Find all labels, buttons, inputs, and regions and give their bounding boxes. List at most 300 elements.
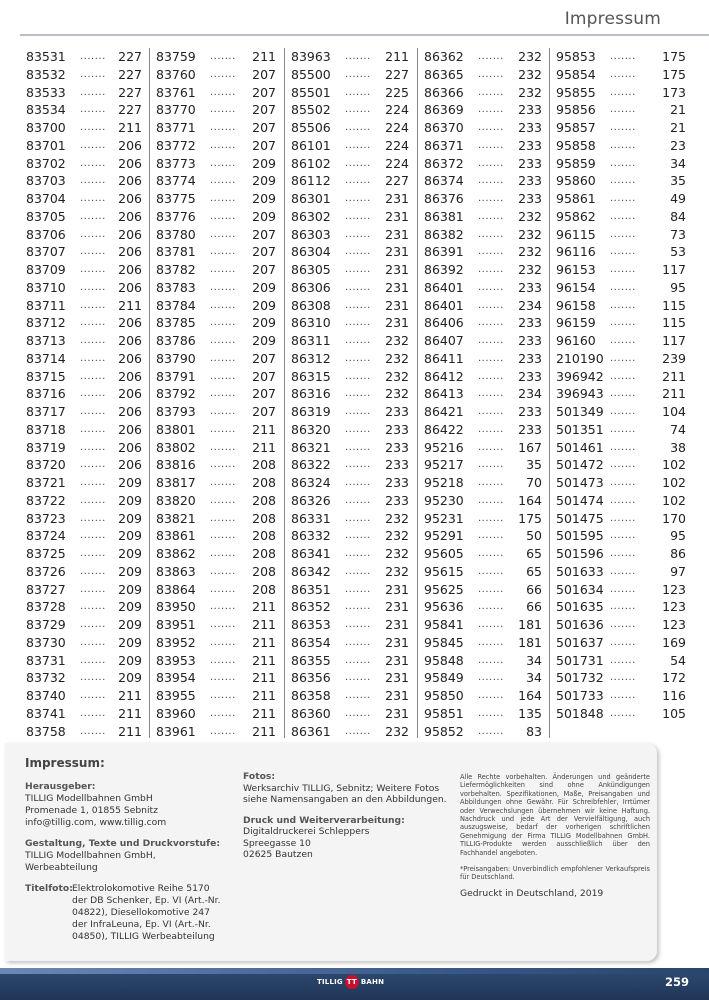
- page-reference: 65: [526, 563, 542, 579]
- article-number: 83861: [156, 528, 196, 544]
- dot-leader: .......: [610, 583, 636, 595]
- titelfoto-line: 04822), Diesellokomotive 247: [72, 907, 210, 918]
- article-number: 83785: [156, 315, 196, 331]
- page-reference: 227: [118, 102, 142, 118]
- dot-leader: .......: [210, 654, 236, 666]
- index-row: [152, 634, 282, 652]
- dot-leader: .......: [478, 619, 504, 630]
- article-number: 501461: [556, 439, 604, 455]
- dot-leader: .......: [610, 175, 636, 187]
- article-number: 83817: [156, 475, 196, 490]
- page-reference: 211: [118, 705, 142, 721]
- index-row: [152, 563, 282, 581]
- page-reference: 224: [385, 155, 409, 171]
- index-row: [420, 634, 548, 652]
- index-row: [552, 226, 692, 244]
- dot-leader: .......: [80, 228, 106, 240]
- dot-leader: .......: [610, 619, 636, 630]
- dot-leader: .......: [478, 317, 504, 329]
- article-number: 83534: [26, 102, 66, 118]
- article-number: 83701: [26, 137, 66, 153]
- dot-leader: .......: [610, 299, 636, 311]
- page-reference: 231: [385, 208, 409, 224]
- article-number: 86326: [291, 492, 331, 508]
- index-row: [22, 669, 148, 687]
- page-reference: 53: [670, 244, 686, 260]
- article-number: 396942: [556, 368, 604, 384]
- page-reference: 208: [252, 492, 276, 508]
- dot-leader: .......: [610, 104, 636, 116]
- article-number: 95849: [424, 670, 464, 686]
- article-number: 83783: [156, 279, 196, 295]
- index-row: [287, 563, 415, 581]
- index-row: [420, 48, 548, 66]
- page-reference: 233: [518, 333, 542, 348]
- dot-leader: .......: [80, 139, 106, 151]
- page-reference: 211: [252, 670, 276, 686]
- article-number: 95853: [556, 49, 596, 64]
- index-row: [552, 66, 692, 84]
- dot-leader: .......: [210, 122, 236, 133]
- page-reference: 95: [670, 528, 686, 544]
- index-row: [152, 48, 282, 66]
- article-number: 83955: [156, 688, 196, 703]
- index-row: [22, 137, 148, 155]
- page-reference: 74: [670, 421, 686, 437]
- index-row: [287, 634, 415, 652]
- dot-leader: .......: [478, 193, 504, 204]
- index-row: [152, 332, 282, 350]
- article-number: 396943: [556, 386, 604, 402]
- article-number: 83775: [156, 191, 196, 206]
- article-number: 95216: [424, 439, 464, 455]
- page-reference: 227: [385, 173, 409, 189]
- dot-leader: .......: [345, 725, 371, 737]
- article-number: 83741: [26, 705, 66, 721]
- index-row: [552, 297, 692, 315]
- page-reference: 209: [252, 173, 276, 189]
- dot-leader: .......: [210, 157, 236, 169]
- index-row: [420, 226, 548, 244]
- page-reference: 206: [118, 208, 142, 224]
- dot-leader: .......: [80, 441, 106, 453]
- header-divider: [20, 34, 709, 36]
- article-number: 86372: [424, 155, 464, 171]
- page-reference: 231: [385, 652, 409, 668]
- page-reference: 116: [662, 688, 686, 703]
- dot-leader: .......: [345, 530, 371, 542]
- dot-leader: .......: [478, 423, 504, 435]
- index-row: [152, 279, 282, 297]
- design-line: Werbeabteilung: [25, 862, 98, 873]
- dot-leader: .......: [478, 601, 504, 613]
- page-reference: 209: [252, 191, 276, 206]
- dot-leader: .......: [80, 406, 106, 417]
- page-reference: 207: [252, 137, 276, 153]
- index-row: [552, 350, 692, 368]
- page-reference: 206: [118, 279, 142, 295]
- article-number: 86101: [291, 137, 331, 153]
- dot-leader: .......: [210, 264, 236, 275]
- dot-leader: .......: [610, 423, 636, 435]
- dot-leader: .......: [610, 86, 636, 98]
- index-row: [420, 563, 548, 581]
- publisher-line: Promenade 1, 01855 Sebnitz: [25, 805, 158, 816]
- index-row: [22, 474, 148, 492]
- dot-leader: .......: [610, 122, 636, 133]
- dot-leader: .......: [80, 246, 106, 258]
- page-reference: 35: [526, 457, 542, 473]
- article-number: 83774: [156, 173, 196, 189]
- index-row: [420, 385, 548, 403]
- article-number: 85502: [291, 102, 331, 118]
- article-number: 83731: [26, 652, 66, 668]
- index-row: [287, 190, 415, 208]
- article-number: 86303: [291, 226, 331, 242]
- article-number: 86302: [291, 208, 331, 224]
- dot-leader: .......: [210, 672, 236, 684]
- photos-line: Werksarchiv TILLIG, Sebnitz; Weitere Fotos: [243, 782, 440, 794]
- dot-leader: .......: [80, 548, 106, 559]
- page-reference: 208: [252, 475, 276, 490]
- page-reference: 207: [252, 350, 276, 366]
- index-row: [420, 669, 548, 687]
- page-reference: 233: [385, 404, 409, 419]
- article-number: 83700: [26, 120, 66, 135]
- article-number: 86381: [424, 208, 464, 224]
- dot-leader: .......: [210, 86, 236, 98]
- dot-leader: .......: [80, 423, 106, 435]
- legal-text: Alle Rechte vorbehalten. Änderungen und geänderte Liefermöglichkeiten sind ohne Ankündigungen vorbehalten. Spezifikationen, Maße, Preisangaben und Abbildungen ohne Gewähr. Für Schreibfehler, Irrtümer oder Verwechslungen übernehmen wir keine Haftung. Nachdruck und jede Art der Vervielfältigung, auch auszugsweise, bedarf der vorherigen schriftlichen Genehmigung der Firma TILLIG Modellbahnen GmbH. TILLIG-Produkte werden ausschließlich über den Fachhandel angeboten.: [460, 773, 650, 857]
- article-number: 86376: [424, 191, 464, 206]
- index-column: [152, 48, 282, 738]
- article-number: 86422: [424, 421, 464, 437]
- index-row: [552, 439, 692, 457]
- page-reference: 233: [518, 404, 542, 419]
- article-number: 86392: [424, 262, 464, 277]
- article-number: 86382: [424, 226, 464, 242]
- article-number: 501636: [556, 617, 604, 632]
- dot-leader: .......: [80, 530, 106, 542]
- dot-leader: .......: [345, 317, 371, 329]
- index-row: [552, 652, 692, 670]
- page-reference: 206: [118, 368, 142, 384]
- page-reference: 231: [385, 670, 409, 686]
- article-number: 83718: [26, 421, 66, 437]
- dot-leader: .......: [478, 352, 504, 364]
- article-number: 83961: [156, 723, 196, 739]
- index-row: [152, 669, 282, 687]
- page-reference: 227: [118, 49, 142, 64]
- dot-leader: .......: [478, 210, 504, 222]
- dot-leader: .......: [80, 601, 106, 613]
- article-index: [22, 48, 692, 743]
- dot-leader: .......: [478, 654, 504, 666]
- article-number: 85506: [291, 120, 331, 135]
- article-number: 86332: [291, 528, 331, 544]
- index-row: [22, 439, 148, 457]
- article-number: 83730: [26, 634, 66, 650]
- article-number: 86352: [291, 599, 331, 615]
- page-reference: 172: [662, 670, 686, 686]
- index-row: [287, 687, 415, 705]
- dot-leader: .......: [210, 707, 236, 719]
- titelfoto-label: Titelfoto:: [25, 883, 73, 894]
- dot-leader: .......: [210, 601, 236, 613]
- page-reference: 233: [518, 279, 542, 295]
- index-row: [287, 652, 415, 670]
- index-row: [420, 314, 548, 332]
- article-number: 86411: [424, 350, 464, 366]
- page-reference: 232: [385, 368, 409, 384]
- page-reference: 233: [518, 120, 542, 135]
- article-number: 83820: [156, 492, 196, 508]
- dot-leader: .......: [478, 494, 504, 506]
- index-row: [22, 456, 148, 474]
- index-row: [287, 510, 415, 528]
- article-number: 86354: [291, 634, 331, 650]
- page-reference: 135: [518, 705, 542, 721]
- dot-leader: .......: [478, 672, 504, 684]
- index-row: [420, 616, 548, 634]
- dot-leader: .......: [610, 157, 636, 169]
- dot-leader: .......: [345, 175, 371, 187]
- page-reference: 233: [518, 368, 542, 384]
- dot-leader: .......: [610, 388, 636, 400]
- article-number: 83726: [26, 563, 66, 579]
- page-reference: 169: [662, 634, 686, 650]
- page-reference: 21: [670, 120, 686, 135]
- dot-leader: .......: [345, 690, 371, 701]
- article-number: 83709: [26, 262, 66, 277]
- dot-leader: .......: [478, 104, 504, 116]
- index-row: [287, 439, 415, 457]
- index-row: [152, 297, 282, 315]
- impressum-title: Impressum:: [25, 756, 105, 770]
- dot-leader: .......: [210, 406, 236, 417]
- article-number: 95217: [424, 457, 464, 473]
- page-reference: 84: [670, 208, 686, 224]
- index-row: [420, 456, 548, 474]
- article-number: 83772: [156, 137, 196, 153]
- page-reference: 231: [385, 705, 409, 721]
- index-row: [420, 492, 548, 510]
- article-number: 83791: [156, 368, 196, 384]
- page-reference: 231: [385, 262, 409, 277]
- index-row: [287, 616, 415, 634]
- index-row: [287, 172, 415, 190]
- article-number: 86366: [424, 84, 464, 100]
- page-reference: 206: [118, 226, 142, 242]
- index-row: [287, 226, 415, 244]
- article-number: 501475: [556, 510, 604, 526]
- column-separator: [417, 48, 418, 738]
- dot-leader: .......: [610, 690, 636, 701]
- article-number: 86355: [291, 652, 331, 668]
- page-reference: 231: [385, 191, 409, 206]
- page-reference: 123: [662, 599, 686, 615]
- article-number: 83716: [26, 386, 66, 402]
- dot-leader: .......: [210, 477, 236, 488]
- dot-leader: .......: [210, 583, 236, 595]
- article-number: 83786: [156, 333, 196, 348]
- titelfoto-line: der DB Schenker, Ep. VI (Art.-Nr.: [72, 895, 221, 906]
- index-row: [552, 705, 692, 723]
- page-reference: 211: [252, 705, 276, 721]
- page-reference: 231: [385, 226, 409, 242]
- index-row: [420, 297, 548, 315]
- page-reference: 35: [670, 173, 686, 189]
- page-reference: 117: [662, 333, 686, 348]
- dot-leader: .......: [345, 370, 371, 382]
- article-number: 83724: [26, 528, 66, 544]
- page-reference: 234: [518, 297, 542, 313]
- article-number: 86316: [291, 386, 331, 402]
- index-row: [287, 368, 415, 386]
- dot-leader: .......: [210, 619, 236, 630]
- article-number: 95845: [424, 634, 464, 650]
- page-reference: 232: [518, 49, 542, 64]
- page-reference: 227: [118, 84, 142, 100]
- index-row: [552, 119, 692, 137]
- article-number: 83863: [156, 563, 196, 579]
- page-reference: 115: [662, 315, 686, 331]
- page-header: [0, 0, 709, 34]
- article-number: 83713: [26, 333, 66, 348]
- page-reference: 211: [252, 634, 276, 650]
- index-row: [552, 545, 692, 563]
- article-number: 86413: [424, 386, 464, 402]
- page-reference: 206: [118, 262, 142, 277]
- article-number: 95852: [424, 723, 464, 739]
- page-reference: 115: [662, 297, 686, 313]
- article-number: 95230: [424, 492, 464, 508]
- dot-leader: .......: [210, 494, 236, 506]
- page-reference: 211: [118, 297, 142, 313]
- article-number: 86304: [291, 244, 331, 260]
- dot-leader: .......: [210, 459, 236, 471]
- article-number: 96153: [556, 262, 596, 277]
- article-number: 83761: [156, 84, 196, 100]
- dot-leader: .......: [80, 299, 106, 311]
- article-number: 86407: [424, 333, 464, 348]
- page-reference: 233: [518, 191, 542, 206]
- page-reference: 209: [118, 581, 142, 597]
- article-number: 83728: [26, 599, 66, 615]
- dot-leader: .......: [478, 707, 504, 719]
- dot-leader: .......: [345, 193, 371, 204]
- dot-leader: .......: [210, 530, 236, 542]
- article-number: 95857: [556, 120, 596, 135]
- dot-leader: .......: [210, 725, 236, 737]
- page-reference: 211: [252, 599, 276, 615]
- page-reference: 206: [118, 404, 142, 419]
- page-reference: 206: [118, 439, 142, 455]
- impressum-column-1: [25, 757, 230, 943]
- index-row: [152, 84, 282, 102]
- index-row: [552, 510, 692, 528]
- dot-leader: .......: [210, 68, 236, 80]
- dot-leader: .......: [610, 441, 636, 453]
- dot-leader: .......: [610, 264, 636, 275]
- page-reference: 208: [252, 563, 276, 579]
- dot-leader: .......: [478, 68, 504, 80]
- article-number: 86371: [424, 137, 464, 153]
- index-row: [287, 385, 415, 403]
- article-number: 83816: [156, 457, 196, 473]
- page-reference: 209: [118, 546, 142, 561]
- dot-leader: .......: [345, 672, 371, 684]
- page-reference: 232: [518, 84, 542, 100]
- dot-leader: .......: [80, 654, 106, 666]
- dot-leader: .......: [80, 512, 106, 524]
- page-reference: 209: [118, 599, 142, 615]
- page-reference: 232: [385, 386, 409, 402]
- index-row: [552, 456, 692, 474]
- page-reference: 233: [518, 137, 542, 153]
- index-row: [420, 474, 548, 492]
- page-reference: 209: [118, 634, 142, 650]
- article-number: 83963: [291, 49, 331, 64]
- dot-leader: .......: [345, 86, 371, 98]
- dot-leader: .......: [210, 690, 236, 701]
- dot-leader: .......: [345, 423, 371, 435]
- dot-leader: .......: [478, 246, 504, 258]
- photos-line: siehe Namensangaben an den Abbildungen.: [243, 794, 447, 805]
- index-row: [287, 332, 415, 350]
- index-row: [287, 84, 415, 102]
- page-reference: 209: [118, 492, 142, 508]
- dot-leader: .......: [80, 122, 106, 133]
- print-line: Spreegasse 10: [243, 837, 311, 849]
- article-number: 86358: [291, 688, 331, 703]
- index-row: [22, 261, 148, 279]
- index-row: [22, 332, 148, 350]
- page-reference: 231: [385, 599, 409, 615]
- index-row: [552, 616, 692, 634]
- index-row: [420, 332, 548, 350]
- article-number: 86401: [424, 279, 464, 295]
- page-reference: 227: [118, 66, 142, 82]
- tt-logo-icon: TT: [345, 975, 359, 989]
- dot-leader: .......: [610, 68, 636, 80]
- logo-text-left: TILLIG: [317, 978, 343, 986]
- article-number: 86412: [424, 368, 464, 384]
- dot-leader: .......: [478, 175, 504, 187]
- publisher-contact[interactable]: info@tillig.com, www.tillig.com: [25, 817, 167, 828]
- page-reference: 34: [670, 155, 686, 171]
- page-reference: 209: [252, 297, 276, 313]
- index-row: [22, 403, 148, 421]
- index-row: [22, 84, 148, 102]
- index-row: [22, 48, 148, 66]
- article-number: 95854: [556, 66, 596, 82]
- index-row: [152, 101, 282, 119]
- article-number: 95218: [424, 475, 464, 490]
- dot-leader: .......: [80, 281, 106, 293]
- article-number: 86406: [424, 315, 464, 331]
- article-number: 83802: [156, 439, 196, 455]
- impressum-column-3: [460, 773, 650, 898]
- dot-leader: .......: [478, 370, 504, 382]
- page-reference: 209: [118, 617, 142, 632]
- index-row: [152, 119, 282, 137]
- index-row: [420, 421, 548, 439]
- index-row: [152, 705, 282, 723]
- article-number: 83732: [26, 670, 66, 686]
- article-number: 83864: [156, 581, 196, 597]
- page-reference: 207: [252, 66, 276, 82]
